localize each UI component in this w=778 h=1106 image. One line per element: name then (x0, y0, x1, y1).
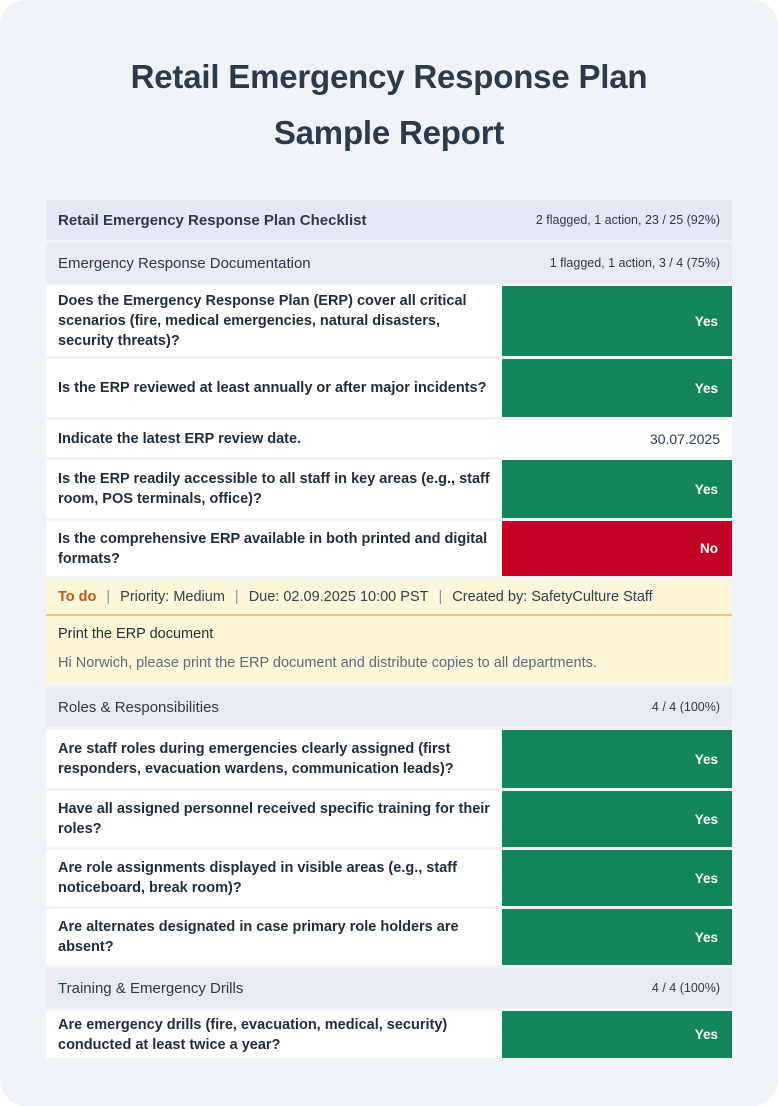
question-text: Is the ERP reviewed at least annually or after major incidents? (58, 380, 487, 396)
checklist-title: Retail Emergency Response Plan Checklist (58, 211, 367, 229)
page-title-line-2: Sample Report (273, 114, 505, 151)
section-label: Roles & Responsibilities (58, 698, 219, 716)
section-label: Training & Emergency Drills (58, 979, 244, 997)
question-row (46, 730, 732, 788)
question-row (46, 359, 732, 417)
date-question-row (46, 420, 732, 457)
question-text: Are emergency drills (fire, evacuation, medical, security) conducted at least twice a year? (58, 1016, 448, 1053)
section-stats: 4 / 4 (100%) (651, 981, 720, 995)
action-separator: | (234, 588, 239, 605)
action-separator: | (106, 588, 111, 605)
question-text: Is the comprehensive ERP available in both printed and digital formats? (58, 530, 488, 567)
section-row-roles (46, 687, 732, 727)
question-row (46, 1011, 732, 1058)
action-message: Hi Norwich, please print the ERP document and distribute copies to all departments. (58, 655, 597, 671)
date-value: 30.07.2025 (649, 430, 720, 447)
answer-yes-badge: Yes (502, 286, 732, 356)
question-text: Are staff roles during emergencies clearly assigned (first responders, evacuation wardens, communication leads)? (58, 741, 454, 777)
question-row (46, 521, 732, 576)
action-body-row (46, 616, 732, 684)
action-meta-row (46, 579, 732, 616)
answer-yes-badge: Yes (502, 460, 732, 518)
checklist-stats: 2 flagged, 1 action, 23 / 25 (92%) (535, 213, 720, 227)
question-text: Have all assigned personnel received specific training for their roles? (58, 801, 490, 837)
section-row-documentation (46, 243, 732, 283)
answer-yes-badge: Yes (502, 730, 732, 788)
action-due-date: Due: 02.09.2025 10:00 PST (248, 588, 429, 605)
question-text: Does the Emergency Response Plan (ERP) cover all critical scenarios (fire, medical emergencies, natural disasters, security threats)? (58, 293, 467, 349)
answer-yes-badge: Yes (502, 850, 732, 906)
action-created-by: Created by: SafetyCulture Staff (452, 588, 653, 605)
question-row (46, 909, 732, 965)
question-text: Is the ERP readily accessible to all staff in key areas (e.g., staff room, POS terminals, office)? (58, 471, 490, 507)
checklist-report (46, 200, 732, 1058)
checklist-summary-row (46, 200, 732, 240)
question-text: Are alternates designated in case primary role holders are absent? (58, 919, 459, 955)
answer-yes-badge: Yes (502, 909, 732, 965)
action-status-badge: To do (58, 588, 97, 605)
question-row (46, 791, 732, 847)
section-label: Emergency Response Documentation (58, 254, 311, 272)
answer-yes-badge: Yes (502, 1011, 732, 1058)
section-stats: 1 flagged, 1 action, 3 / 4 (75%) (549, 256, 720, 270)
question-row (46, 460, 732, 518)
section-stats: 4 / 4 (100%) (651, 700, 720, 714)
section-row-training (46, 968, 732, 1008)
answer-yes-badge: Yes (502, 791, 732, 847)
question-text: Are role assignments displayed in visible areas (e.g., staff noticeboard, break room)? (58, 860, 457, 896)
action-separator: | (438, 588, 443, 605)
page-title-line-1: Retail Emergency Response Plan (130, 58, 648, 95)
answer-no-badge: No (502, 521, 732, 576)
question-row (46, 850, 732, 906)
question-row (46, 286, 732, 356)
answer-yes-badge: Yes (502, 359, 732, 417)
action-title: Print the ERP document (58, 626, 214, 642)
date-question-text: Indicate the latest ERP review date. (58, 430, 302, 447)
action-priority: Priority: Medium (120, 588, 225, 605)
page-title (0, 49, 778, 161)
